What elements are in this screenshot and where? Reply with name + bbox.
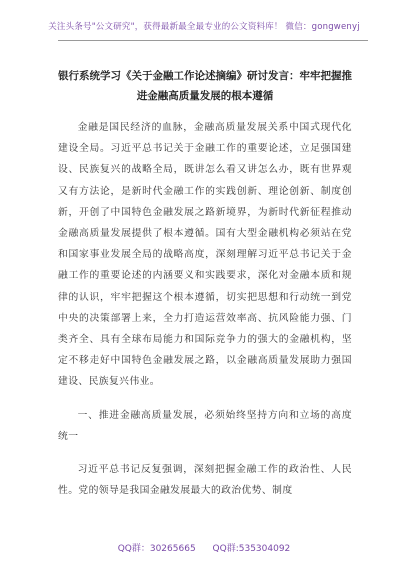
document-body <box>58 117 352 501</box>
page-footer <box>0 541 408 554</box>
page-header: 关注头条号"公文研究"，获得最新最全最专业的公文资料库！ 微信：gongwenyj <box>48 22 360 32</box>
footer-qq-group-2: QQ群:535304092 <box>212 544 291 554</box>
document-title: 银行系统学习《关于金融工作论述摘编》研讨发言：牢牢把握推进金融高质量发展的根本遵循 <box>58 70 352 102</box>
paragraph-intro: 金融是国民经济的血脉，金融高质量发展关系中国式现代化建设全局。习近平总书记关于金融工作的重要论述，立足强国建设、民族复兴的战略全局，既讲怎么看又讲怎么办，既有世界观又有方法论，是新时代金融工作的实践创新、理论创新、制度创新，开创了中国特色金融发展之路新境界，为新时代新征程推动金融高质量发展提供了根本遵循。国有大型金融机构必须站在党和国家事业发展全局的战略高度，深刻理解习近平总书记关于金融工作的重要论述的内涵要义和实践要求，深化对金融本质和规律的认识，牢牢把握这个根本遵循，切实把思想和行动统一到党中央的决策部署上来，全力打造运营效率高、抗风险能力强、门类齐全、具有全球布局能力和国际竞争力的强大的金融机构，坚定不移走好中国特色金融发展之路，以金融高质量发展助力强国建设、民族复兴伟业。 <box>58 122 352 388</box>
footer-qq-group-1: QQ群：30265665 <box>117 544 196 554</box>
header-divider <box>58 40 368 41</box>
paragraph-section-1: 习近平总书记反复强调，深刻把握金融工作的政治性、人民性。党的领导是我国金融发展最大的政治优势、制度 <box>58 464 352 497</box>
section-heading: 一、推进金融高质量发展，必须始终坚持方向和立场的高度统一 <box>58 409 352 442</box>
